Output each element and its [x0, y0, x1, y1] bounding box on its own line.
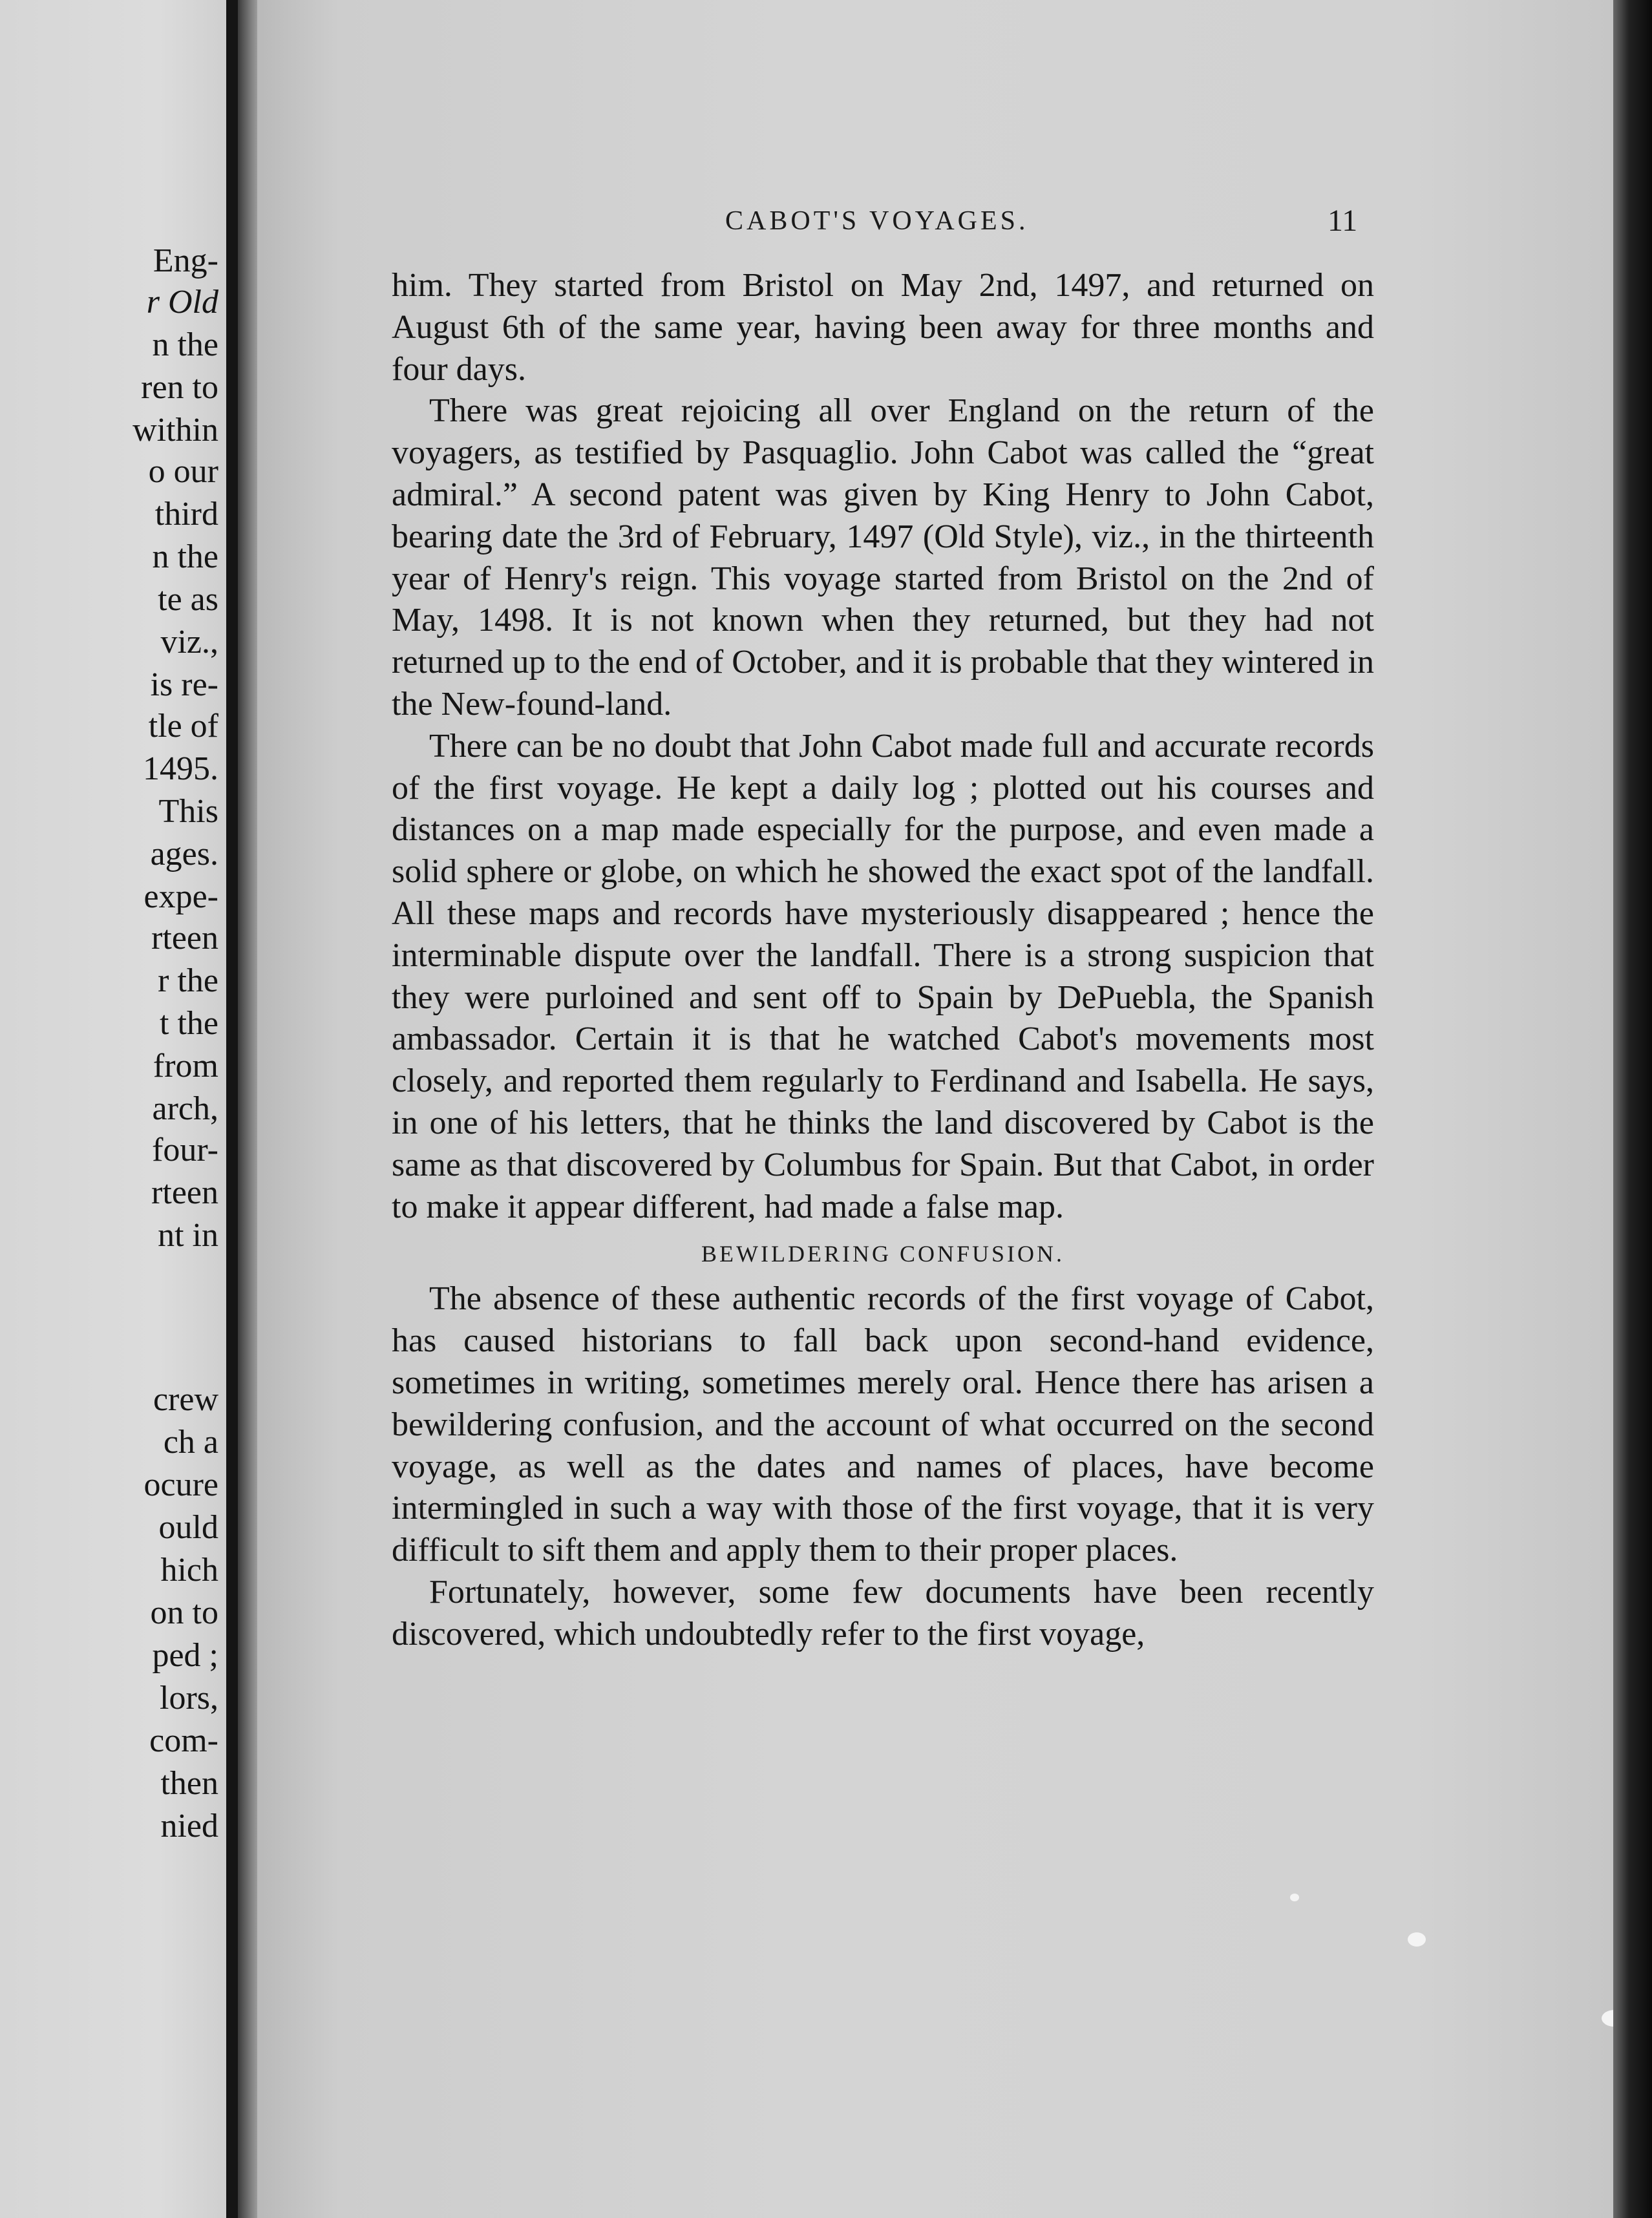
facing-page-fragment: viz., [160, 624, 218, 660]
facing-page [0, 0, 226, 2218]
paragraph-rejoicing: There was great rejoicing all over England on the return of the voyagers, as testified by Pasquaglio. John Cabot was called the “great admiral.” A second patent was given by King Henry to John Cabot, bearing date the 3rd of February, 1497 (Old Style), viz., in the thirteenth year of Henry's reign. This voyage started from Bristol on the 2nd of May, 1498. It is not known when they returned, but they had not returned up to the end of October, and it is probable that they wintered in the New-found-land. [392, 392, 1374, 723]
paper-speck [1290, 1894, 1299, 1901]
facing-page-fragment: 1495. [143, 750, 218, 787]
facing-page-fragment: ocure [143, 1466, 218, 1503]
facing-page-fragment: expe- [143, 878, 218, 915]
running-head: CABOT'S VOYAGES. [725, 206, 1029, 236]
facing-page-text [0, 0, 226, 2218]
paragraph-records: There can be no doubt that John Cabot made full and accurate records of the first voyage. He kept a daily log ; plotted out his courses and distances on a map made especially for the purpose, and even made a solid sphere or globe, on which he showed the exact spot of the landfall. All these maps and records have mysteriously disappeared ; hence the interminable dispute over the landfall. There is a strong suspicion that they were purloined and sent off to Spain by DePuebla, the Spanish ambassador. Certain it is that he watched Cabot's movements most closely, and reported them regularly to Ferdinand and Isabella. He says, in one of his letters, that he thinks the land discovered by Cabot is the same as that discovered by Columbus for Spain. But that Cabot, in order to make it appear different, had made a false map. [392, 727, 1374, 1225]
gutter-shadow [238, 0, 257, 2218]
facing-page-fragment: r the [158, 962, 218, 999]
page-number: 11 [1328, 204, 1358, 238]
section-heading: BEWILDERING CONFUSION. [701, 1241, 1064, 1267]
facing-page-fragment: is re- [150, 666, 218, 703]
facing-page-fragment: n the [152, 326, 218, 363]
facing-page-fragment: four- [152, 1132, 218, 1168]
facing-page-fragment: nied [160, 1808, 218, 1844]
paragraph-confusion: The absence of these authentic records of the first voyage of Cabot, has caused historians to fall back upon second-hand evidence, sometimes in writing, sometimes merely oral. Hence there has arisen a bewildering confusion, and the account of what occurred on the second voyage, as well as the dates and names of places, have become intermingled in such a way with those of the first voyage, that it is very difficult to sift them and apply them to their proper places. [392, 1280, 1374, 1569]
paragraph-continuation: him. They started from Bristol on May 2nd, 1497, and returned on August 6th of the same year, having been away for three months and four days. [392, 267, 1374, 388]
facing-page-fragment: This [158, 793, 218, 830]
facing-page-fragment: rteen [151, 1174, 218, 1211]
main-text [392, 265, 1374, 1656]
facing-page-fragment: arch, [152, 1090, 218, 1127]
facing-page-fragment: from [153, 1048, 218, 1084]
facing-page-fragment: te as [158, 581, 218, 618]
facing-page-fragment: rteen [151, 920, 218, 956]
facing-page-fragment: tle of [148, 708, 218, 745]
facing-page-fragment: crew [153, 1381, 218, 1418]
facing-page-fragment: hich [160, 1552, 218, 1589]
book-gutter [226, 0, 238, 2218]
facing-page-fragment: r Old [146, 284, 218, 321]
facing-page-fragment: ould [158, 1509, 218, 1546]
facing-page-fragment: lors, [160, 1680, 218, 1716]
facing-page-fragment: ped ; [152, 1637, 218, 1674]
facing-page-fragment: t the [160, 1005, 218, 1042]
facing-page-fragment: then [160, 1765, 218, 1802]
facing-page-fragment: third [154, 496, 218, 533]
facing-page-fragment: Eng- [153, 242, 218, 279]
facing-page-fragment: within [132, 412, 218, 449]
facing-page-fragment: o our [148, 453, 218, 490]
facing-page-fragment: com- [149, 1722, 218, 1759]
paper-speck [1602, 2010, 1613, 2027]
facing-page-fragment: n the [152, 538, 218, 575]
facing-page-fragment: ages. [150, 836, 218, 872]
facing-page-fragment: ch a [163, 1424, 218, 1461]
facing-page-fragment: nt in [158, 1217, 218, 1254]
paper-speck [1408, 1932, 1426, 1947]
facing-page-fragment: ren to [141, 369, 218, 406]
page-edge-shadow [1613, 0, 1652, 2218]
paragraph-documents: Fortunately, however, some few documents have been recently discovered, which undoubtedly refer to the first voyage, [392, 1573, 1374, 1653]
facing-page-fragment: on to [150, 1594, 218, 1631]
